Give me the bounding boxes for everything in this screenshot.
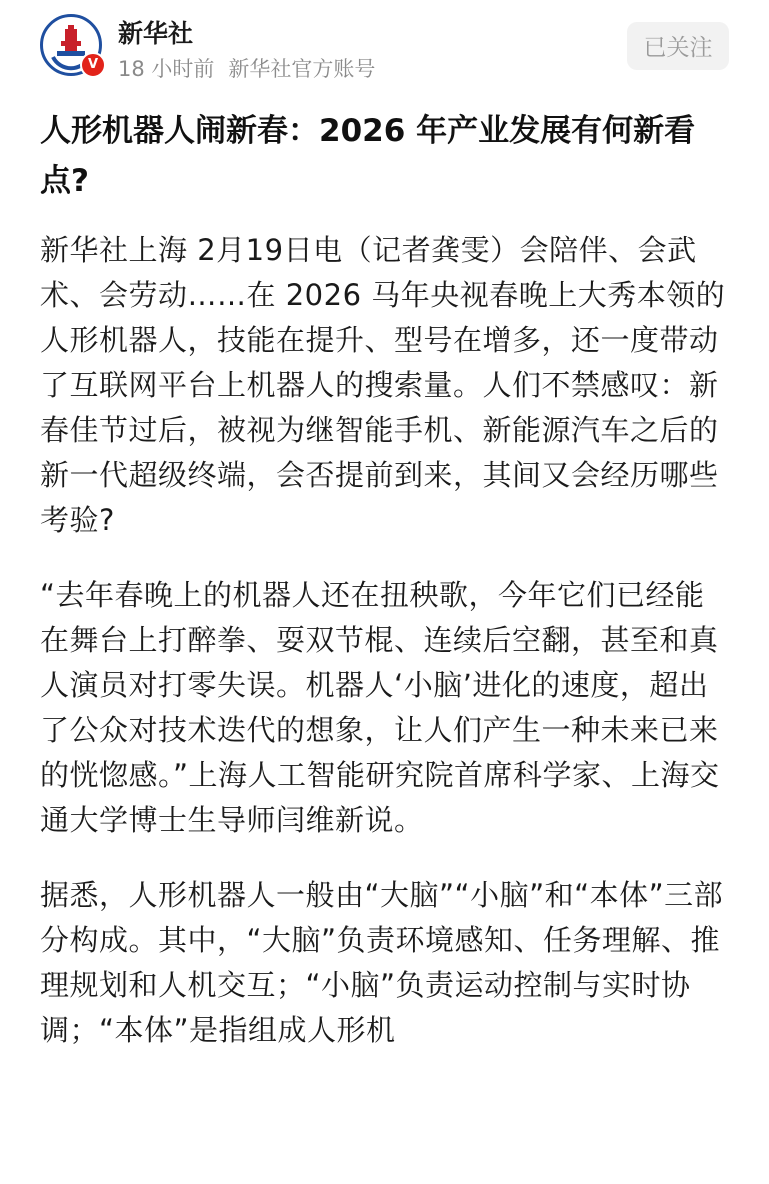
- article-paragraph: 据悉，人形机器人一般由“大脑”“小脑”和“本体”三部分构成。其中，“大脑”负责环境感知、任务理解、推理规划和人机交互；“小脑”负责运动控制与实时协调；“本体”是指组成人形机: [40, 878, 724, 1047]
- article-paragraph: 新华社上海 2月19日电（记者龚雯）会陪伴、会武术、会劳动……在 2026 马年央视春晚上大秀本领的人形机器人，技能在提升、型号在增多，还一度带动了互联网平台上机器人的搜索量。人们不禁感叹：新春佳节过后，被视为继智能手机、新能源汽车之后的新一代超级终端，会否提前到来，其间又会经历哪些考验?: [40, 233, 726, 537]
- post-meta: [118, 53, 375, 83]
- verified-badge-icon: V: [80, 52, 106, 78]
- article-body: [40, 228, 730, 1083]
- post-time: 18 小时前: [118, 57, 215, 81]
- follow-button[interactable]: 已关注: [627, 22, 729, 70]
- article-paragraph: “去年春晚上的机器人还在扭秧歌，今年它们已经能在舞台上打醉拳、耍双节棍、连续后空翻，甚至和真人演员对打零失误。机器人‘小脑’进化的速度，超出了公众对技术迭代的想象，让人们产生一种未来已来的恍惚感。”上海人工智能研究院首席科学家、上海交通大学博士生导师闫维新说。: [40, 578, 720, 837]
- author-name[interactable]: 新华社: [118, 19, 194, 48]
- account-label: 新华社官方账号: [228, 57, 376, 81]
- article-title: 人形机器人闹新春：2026 年产业发展有何新看点?: [40, 113, 696, 199]
- post-header: [0, 0, 769, 100]
